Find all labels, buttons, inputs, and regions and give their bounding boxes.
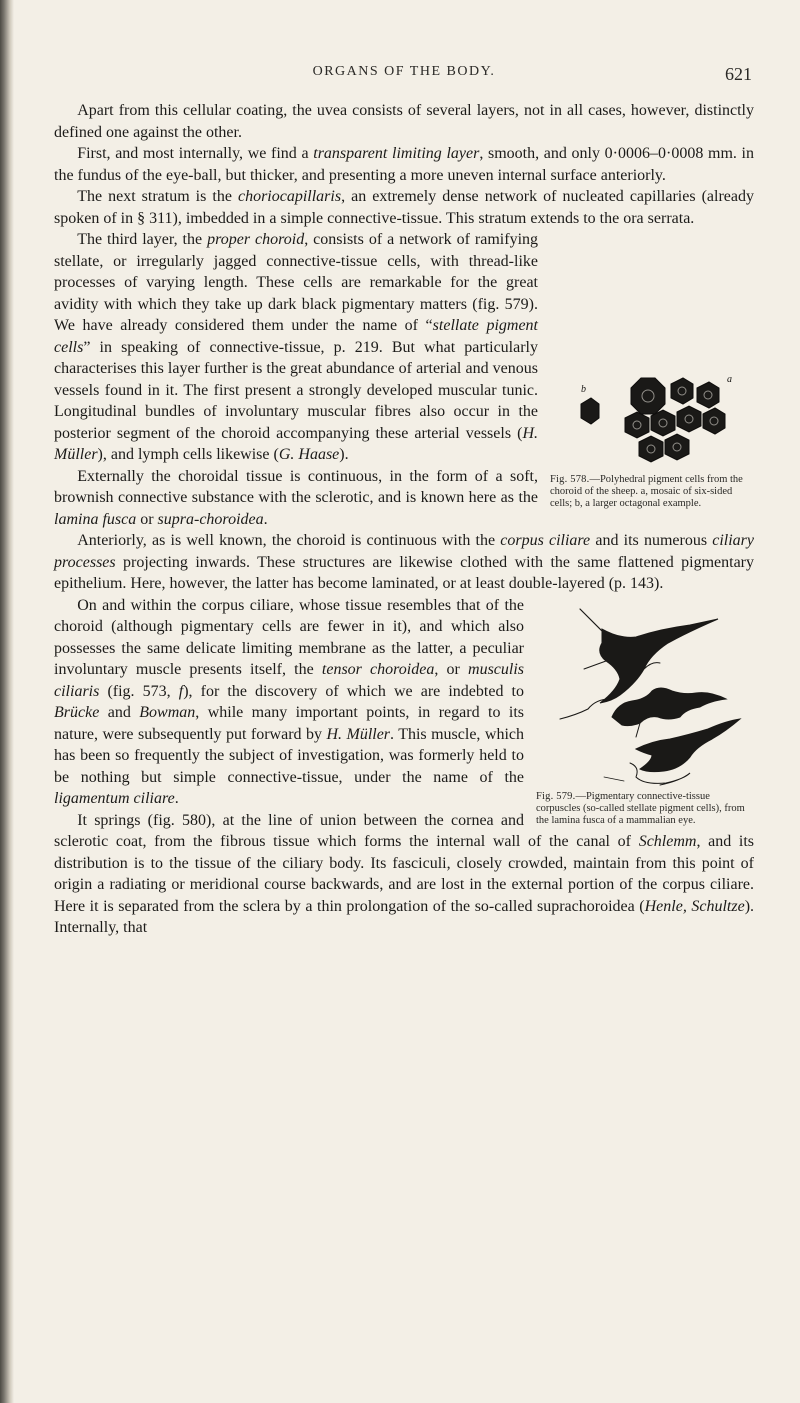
figure-578 <box>538 374 754 510</box>
fig579-stellate-cells-illustration <box>540 599 750 789</box>
fig578-caption: Fig. 578.—Polyhedral pigment cells from the choroid of the sheep. a, mosaic of six-sided cells; b, a larger octagonal example. <box>550 474 743 509</box>
body-text <box>54 100 754 939</box>
paragraph-4: The third layer, the proper choroid, consists of a network of ramifying stellate, or irregularly jagged connective-tissue cells, with thread-like processes of varying length. These cells are remarkable for the great avidity with which they take up dark black pigmentary matters (fig. 579). We have already considered them under the name of “stellate pigment cells” in speaking of connective-tissue, p. 219. But what particularly characterises this layer further is the great abundance of arterial and venous vessels found in it. The first present a strongly developed muscular tunic. Longitudinal bundles of involuntary muscular fibres also occur in the posterior segment of the choroid accompanying these arterial vessels (H. Müller), and lymph cells likewise (G. Haase). <box>54 231 539 463</box>
fig579-caption: Fig. 579.—Pigmentary connective-tissue corpuscles (so-called stellate pigment cells), from the lamina fusca of a mammalian eye. <box>536 790 745 826</box>
paragraph-3: The next stratum is the choriocapillaris, an extremely dense network of nucleated capillaries (already spoken of in § 311), imbedded in a simple connective-tissue. This stratum extends to the ora serrata. <box>54 188 755 227</box>
running-title: ORGANS OF THE BODY. <box>312 64 496 79</box>
page-edge-shadow <box>0 0 14 1403</box>
page-number: 621 <box>725 64 752 84</box>
paragraph-8: It springs (fig. 580), at the line of union between the cornea and sclerotic coat, from the fibrous tissue which forms the internal wall of the canal of Schlemm, and its distribution is to the tissue of the ciliary body. Its fasciculi, closely crowded, maintain from this point of origin a radiating or meridional course backwards, and are lost in the external portion of the corpus ciliare. Here it is separated from the sclera by a thin prolongation of the so-called suprachoroidea (Henle, Schultze). Internally, that <box>54 811 755 936</box>
fig578-label-b: b <box>581 384 586 395</box>
paragraph-5: Externally the choroidal tissue is continuous, in the form of a soft, brownish connective substance with the sclerotic, and is known here as the lamina fusca or supra-choroidea. <box>54 467 538 528</box>
fig578-label-a: a <box>727 374 732 385</box>
paragraph-2: First, and most internally, we find a transparent limiting layer, smooth, and only 0·0006–0·0008 mm. in the fundus of the eye-ball, but thicker, and presenting a more uneven internal surface anteriorly. <box>54 145 755 184</box>
paragraph-6: Anteriorly, as is well known, the choroid is continuous with the corpus ciliare and its numerous ciliary processes projecting inwards. These structures are likewise clothed with the same flattened pigmentary epithelium. Here, however, the latter has become laminated, or at least double-layered (p. 143). <box>54 532 754 592</box>
paragraph-1: Apart from this cellular coating, the uvea consists of several layers, not in all cases, however, distinctly defined one against the other. <box>54 102 754 141</box>
figure-579 <box>524 599 754 827</box>
running-head <box>54 64 754 86</box>
fig578-pigment-cells-illustration <box>567 374 737 472</box>
paragraph-7: On and within the corpus ciliare, whose tissue resembles that of the choroid (although pigmentary cells are fewer in it), and which also possesses the same delicate limiting membrane as the latter, a peculiar involuntary muscle presents itself, the tensor choroidea, or musculis ciliaris (fig. 573, f), for the discovery of which we are indebted to Brücke and Bowman, while many important points, in regard to its nature, were subsequently put forward by H. Müller. This muscle, which has been so frequently the subject of investigation, was formerly held to be nothing but simple connective-tissue, under the name of the ligamentum ciliare. <box>54 596 525 807</box>
